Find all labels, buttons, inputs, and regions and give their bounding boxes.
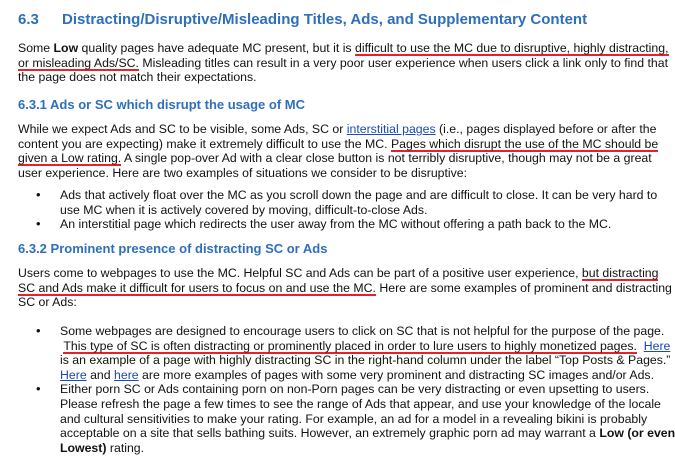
text-line: the page does not match their expectations. bbox=[18, 70, 257, 85]
text-line: content you are expecting) make it extremely difficult to use the MC. Pages which disrupt the use of the MC should be bbox=[18, 136, 659, 151]
text-line: SC and Ads make it difficult for users to focus on and use the MC. Here are some examples of prominent and distracting bbox=[18, 280, 672, 295]
subsection-heading-6-3-2: 6.3.2 Prominent presence of distracting SC or Ads bbox=[18, 241, 328, 256]
here-link-3[interactable]: here bbox=[114, 367, 139, 382]
here-link-2[interactable]: Here bbox=[60, 367, 87, 382]
section-heading bbox=[18, 11, 587, 28]
subsection-heading-6-3-1: 6.3.1 Ads or SC which disrupt the usage of MC bbox=[18, 97, 306, 112]
sub1-paragraph bbox=[18, 122, 659, 180]
intro-paragraph bbox=[18, 41, 669, 85]
text-line: Some Low quality pages have adequate MC present, but it is difficult to use the MC due to disruptive, highly distracting, bbox=[18, 41, 669, 55]
text-line: While we expect Ads and SC to be visible, some Ads, SC or interstitial pages (i.e., pages displayed before or after the bbox=[18, 122, 657, 136]
text-line: user experience. Here are two examples of situations we consider to be disruptive: bbox=[18, 165, 468, 180]
sub2-paragraph bbox=[18, 266, 672, 310]
text-line: SC or Ads: bbox=[18, 295, 77, 310]
sub2-bullet-list bbox=[18, 324, 675, 455]
list-item: • Some webpages are designed to encourage users to click on SC that is not helpful for the purpose of the page. This type of SC is often distracting or prominently placed in order to lure users to highly monetized pages. Here is an example of a page with highly distracting SC in the right-hand column under the label “Top Posts & Pages.” Here and here are more examples of pages with some very prominent and distracting SC images and/or Ads. bbox=[18, 324, 633, 382]
section-title: Distracting/Disruptive/Misleading Titles, Ads, and Supplementary Content bbox=[62, 11, 588, 28]
list-item: • An interstitial page which redirects the user away from the MC without offering a path back to the MC. bbox=[18, 217, 633, 232]
list-item: • Ads that actively float over the MC as you scroll down the page and are difficult to close. It can be very hard to use MC when it is actively covered by moving, difficult-to-close Ads. bbox=[18, 188, 633, 217]
here-link-1[interactable]: Here bbox=[643, 338, 671, 353]
interstitial-pages-link[interactable]: interstitial pages bbox=[346, 122, 436, 136]
text-line: or misleading Ads/SC. Misleading titles can result in a very poor user experience when users click a link only to find that bbox=[18, 55, 669, 70]
text-line: given a Low rating. A single pop-over Ad with a clear close button is not terribly disruptive, though may not be a great bbox=[18, 151, 652, 166]
section-number: 6.3 bbox=[18, 11, 39, 28]
text-line: Users come to webpages to use the MC. Helpful SC and Ads can be part of a positive user experience, but distracting bbox=[18, 266, 659, 280]
list-item: • Either porn SC or Ads containing porn on non-Porn pages can be very distracting or even upsetting to users. Please refresh the page a few times to see the range of Ads that appear, and use your knowledge of the locale and cultural sensitivities to make your rating. For example, an ad for a model in a revealing bikini is probably acceptable on a site that sells bathing suits. However, an extremely graphic porn ad may warrant a Low (or even Lowest) rating. bbox=[18, 382, 633, 455]
sub1-bullet-list bbox=[18, 188, 658, 232]
